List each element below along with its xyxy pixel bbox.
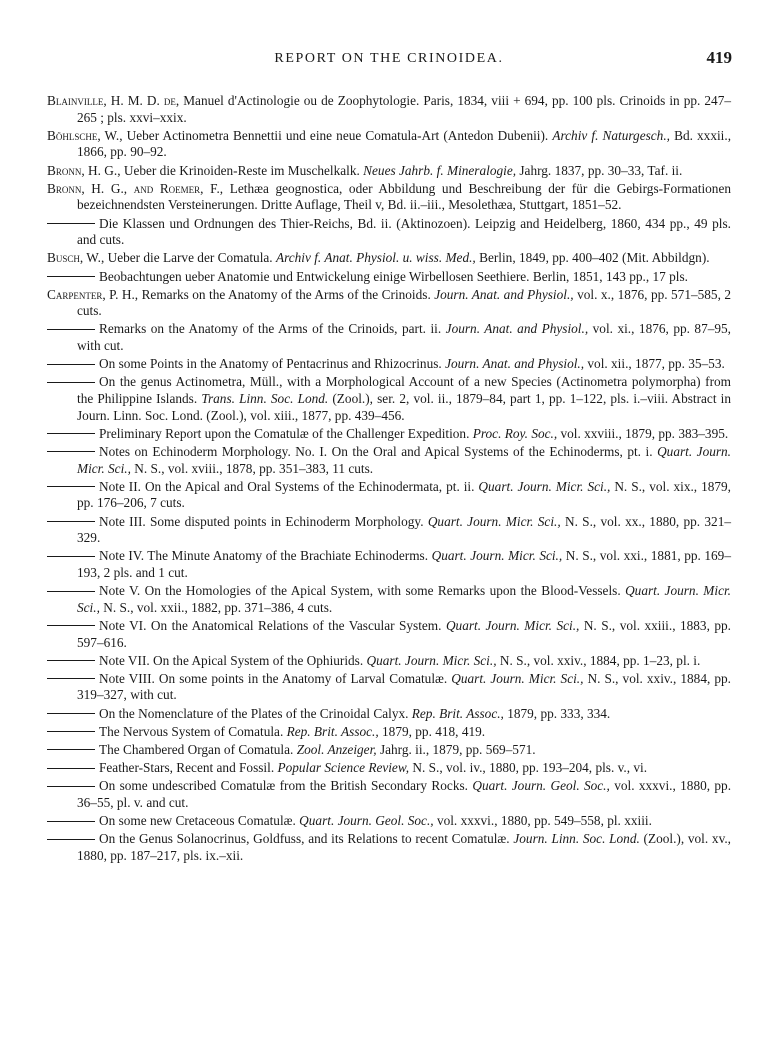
entry-journal: Neues Jahrb. f. Mineralogie,: [363, 162, 517, 178]
bibliography-entry: [47, 706, 731, 723]
ditto-dash: [47, 329, 95, 330]
entry-details: (Zool.), vol. xv., 1880, pp. 187–217, pls. ix.–xii.: [77, 831, 731, 863]
entry-details: N. S., vol. xxiv., 1884, pp. 319–327, with cut.: [77, 670, 731, 703]
bibliography-list: [47, 93, 731, 866]
entry-details: Berlin, 1849, pp. 400–402 (Mit. Abbildgn).: [479, 250, 710, 266]
bibliography-entry: [47, 374, 731, 424]
entry-title: Ueber die Krinoiden-Reste im Muschelkalk.: [123, 162, 360, 178]
entry-title: Note IV. The Minute Anatomy of the Brachiate Echinoderms.: [99, 548, 429, 564]
entry-details: N. S., vol. xxiv., 1884, pp. 1–23, pl. i.: [499, 652, 701, 668]
ditto-dash: [47, 731, 95, 732]
entry-details: vol. xxxvi., 1880, pp. 549–558, pl. xxiii.: [436, 813, 652, 829]
entry-title: Note VII. On the Apical System of the Ophiurids.: [99, 652, 364, 668]
entry-journal: Quart. Journ. Micr. Sci.,: [77, 583, 731, 615]
bibliography-entry: [47, 93, 731, 126]
entry-title: Manuel d'Actinologie ou de Zoophytologie. Paris, 1834, viii + 694, pp. 100 pls. Crinoids in pp. 247–265 ; pls. xxvi–xxix.: [77, 93, 731, 125]
entry-details: 1879, pp. 418, 419.: [382, 723, 486, 739]
bibliography-entry: [47, 216, 731, 249]
entry-title: Note VIII. On some points in the Anatomy of Larval Comatulæ.: [99, 670, 448, 686]
entry-journal: Zool. Anzeiger,: [296, 742, 377, 758]
entry-title: The Nervous System of Comatula.: [99, 723, 284, 739]
bibliography-entry: [47, 269, 731, 286]
entry-journal: Journ. Linn. Soc. Lond.: [513, 831, 640, 847]
bibliography-entry: [47, 250, 731, 267]
entry-title: On the Genus Solanocrinus, Goldfuss, and its Relations to recent Comatulæ.: [99, 831, 510, 847]
entry-title: Note VI. On the Anatomical Relations of the Vascular System.: [99, 617, 442, 633]
entry-details: N. S., vol. xxiii., 1883, pp. 597–616.: [77, 617, 731, 650]
entry-author: Bronn, H. G.,: [47, 162, 121, 178]
entry-details: vol. xii., 1877, pp. 35–53.: [587, 356, 725, 372]
entry-details: N. S., vol. xviii., 1878, pp. 351–383, 11 cuts.: [134, 460, 374, 476]
entry-title: Ueber Actinometra Bennettii und eine neue Comatula-Art (Antedon Dubenii).: [126, 127, 549, 143]
entry-title: Notes on Echinoderm Morphology. No. I. On the Oral and Apical Systems of the Echinoderms, pt. i.: [99, 444, 653, 459]
bibliography-entry: [47, 128, 731, 161]
ditto-dash: [47, 786, 95, 787]
page-title: REPORT ON THE CRINOIDEA.: [274, 51, 504, 66]
entry-details: vol. xxxvi., 1880, pp. 36–55, pl. v. and cut.: [77, 778, 732, 810]
entry-journal: Quart. Journ. Micr. Sci.,: [431, 548, 563, 564]
ditto-dash: [47, 713, 95, 714]
bibliography-entry: [47, 426, 731, 443]
ditto-dash: [47, 678, 95, 679]
bibliography-entry: [47, 778, 731, 811]
bibliography-entry: [47, 618, 731, 651]
entry-journal: Journ. Anat. and Physiol.,: [434, 286, 574, 302]
entry-title: Remarks on the Anatomy of the Arms of the Crinoids, part. ii.: [99, 321, 442, 337]
entry-journal: Quart. Journ. Micr. Sci.,: [451, 670, 584, 686]
entry-journal: Quart. Journ. Geol. Soc.,: [472, 778, 610, 794]
bibliography-entry: [47, 760, 731, 777]
entry-title: Remarks on the Anatomy of the Arms of the Crinoids.: [141, 286, 431, 302]
bibliography-entry: [47, 287, 731, 320]
entry-details: N. S., vol. xx., 1880, pp. 321–329.: [77, 513, 731, 546]
running-header: [46, 48, 732, 70]
entry-journal: Journ. Anat. and Physiol.,: [445, 356, 585, 372]
ditto-dash: [47, 364, 95, 365]
ditto-dash: [47, 591, 95, 592]
entry-title: Note II. On the Apical and Oral Systems of the Echinodermata, pt. ii.: [99, 478, 475, 494]
entry-title: The Chambered Organ of Comatula.: [99, 742, 294, 758]
ditto-dash: [47, 625, 95, 626]
entry-details: Bd. xxxii., 1866, pp. 90–92.: [77, 127, 732, 160]
bibliography-entry: [47, 831, 731, 864]
bibliography-entry: [47, 671, 731, 704]
ditto-dash: [47, 660, 95, 661]
entry-author: Carpenter, P. H.,: [47, 286, 139, 302]
bibliography-entry: [47, 742, 731, 759]
bibliography-entry: [47, 163, 731, 180]
ditto-dash: [47, 749, 95, 750]
bibliography-entry: [47, 356, 731, 373]
ditto-dash: [47, 839, 95, 840]
bibliography-entry: [47, 181, 731, 214]
page-number: 419: [706, 48, 732, 67]
bibliography-entry: [47, 583, 731, 616]
entry-details: N. S., vol. xxi., 1881, pp. 169–193, 2 pls. and 1 cut.: [77, 548, 731, 580]
entry-title: On some new Cretaceous Comatulæ.: [99, 813, 296, 829]
bibliography-entry: [47, 514, 731, 547]
entry-details: 1879, pp. 333, 334.: [507, 705, 611, 721]
ditto-dash: [47, 486, 95, 487]
entry-journal: Quart. Journ. Micr. Sci.,: [445, 617, 580, 633]
entry-journal: Rep. Brit. Assoc.,: [286, 723, 379, 739]
entry-title: Lethæa geognostica, oder Abbildung und Beschreibung der für die Gebirgs-Formationen bezeichnendsten Versteinerungen. Dritte Auflage, Theil v, Bd. ii.–iii., Mesolethæa, Stuttgart, 1851–52.: [77, 180, 732, 213]
entry-title: On some Points in the Anatomy of Pentacrinus and Rhizocrinus.: [99, 356, 442, 372]
entry-title: Note III. Some disputed points in Echinoderm Morphology.: [99, 513, 424, 529]
bibliography-entry: [47, 479, 731, 512]
entry-journal: Quart. Journ. Micr. Sci.,: [427, 513, 561, 529]
entry-details: vol. x., 1876, pp. 571–585, 2 cuts.: [77, 286, 731, 319]
entry-details: (Zool.), ser. 2, vol. ii., 1879–84, part 1, pp. 1–122, pls. i.–viii. Abstract in Journ. Linn. Soc. Lond. (Zool.), vol. xiii., 1877, pp. 439–456.: [77, 391, 732, 423]
entry-journal: Journ. Anat. and Physiol.,: [445, 321, 589, 337]
ditto-dash: [47, 556, 95, 557]
entry-author: Böhlsche, W.,: [47, 127, 123, 143]
bibliography-entry: [47, 321, 731, 354]
entry-title: On the genus Actinometra, Müll., with a Morphological Account of a new Species (Actinometra polymorpha) from the Philippine Islands.: [77, 374, 731, 407]
ditto-dash: [47, 768, 95, 769]
ditto-dash: [47, 223, 95, 224]
entry-details: Jahrg. 1837, pp. 30–33, Taf. ii.: [519, 162, 683, 178]
ditto-dash: [47, 451, 95, 452]
entry-journal: Rep. Brit. Assoc.,: [411, 705, 504, 721]
entry-details: N. S., vol. iv., 1880, pp. 193–204, pls. v., vi.: [412, 760, 648, 776]
entry-author: Busch, W.,: [47, 250, 105, 266]
entry-title: Die Klassen und Ordnungen des Thier-Reichs, Bd. ii. (Aktinozoen). Leipzig and Heidelberg, 1860, 434 pp., 49 pls. and cuts.: [77, 215, 731, 248]
ditto-dash: [47, 382, 95, 383]
entry-journal: Quart. Journ. Micr. Sci.,: [366, 652, 497, 668]
bibliography-entry: [47, 653, 731, 670]
entry-journal: Archiv f. Anat. Physiol. u. wiss. Med.,: [275, 250, 476, 266]
entry-details: N. S., vol. xxii., 1882, pp. 371–386, 4 cuts.: [103, 599, 333, 615]
entry-title: Feather-Stars, Recent and Fossil.: [99, 760, 275, 776]
entry-title: Ueber die Larve der Comatula.: [107, 250, 273, 266]
entry-title: Note V. On the Homologies of the Apical System, with some Remarks upon the Blood-Vessels.: [99, 583, 621, 599]
ditto-dash: [47, 276, 95, 277]
entry-details: vol. xi., 1876, pp. 87–95, with cut.: [77, 321, 731, 354]
entry-title: Preliminary Report upon the Comatulæ of the Challenger Expedition.: [99, 425, 470, 441]
entry-journal: Quart. Journ. Geol. Soc.,: [299, 813, 434, 829]
ditto-dash: [47, 433, 95, 434]
entry-journal: Popular Science Review,: [277, 760, 410, 776]
bibliography-entry: [47, 724, 731, 741]
entry-author: Bronn, H. G., and Roemer, F.,: [47, 180, 224, 196]
entry-details: Jahrg. ii., 1879, pp. 569–571.: [379, 742, 536, 758]
entry-title: On some undescribed Comatulæ from the British Secondary Rocks.: [99, 778, 468, 794]
ditto-dash: [47, 821, 95, 822]
bibliography-entry: [47, 548, 731, 581]
bibliography-entry: [47, 444, 731, 477]
entry-journal: Quart. Journ. Micr. Sci.,: [478, 478, 611, 494]
ditto-dash: [47, 521, 95, 522]
entry-title: Beobachtungen ueber Anatomie und Entwickelung einige Wirbellosen Seethiere. Berlin, 1851, 143 pp., 17 pls.: [99, 268, 688, 284]
entry-journal: Quart. Journ. Micr. Sci.,: [77, 444, 732, 476]
entry-author: Blainville, H. M. D. de,: [47, 93, 180, 108]
bibliography-entry: [47, 813, 731, 830]
entry-journal: Proc. Roy. Soc.,: [472, 425, 558, 441]
entry-title: On the Nomenclature of the Plates of the Crinoidal Calyx.: [99, 705, 409, 721]
entry-journal: Archiv f. Naturgesch.,: [552, 127, 670, 143]
entry-details: N. S., vol. xix., 1879, pp. 176–206, 7 cuts.: [77, 478, 732, 511]
entry-journal: Trans. Linn. Soc. Lond.: [201, 391, 329, 407]
entry-details: vol. xxviii., 1879, pp. 383–395.: [560, 425, 729, 441]
